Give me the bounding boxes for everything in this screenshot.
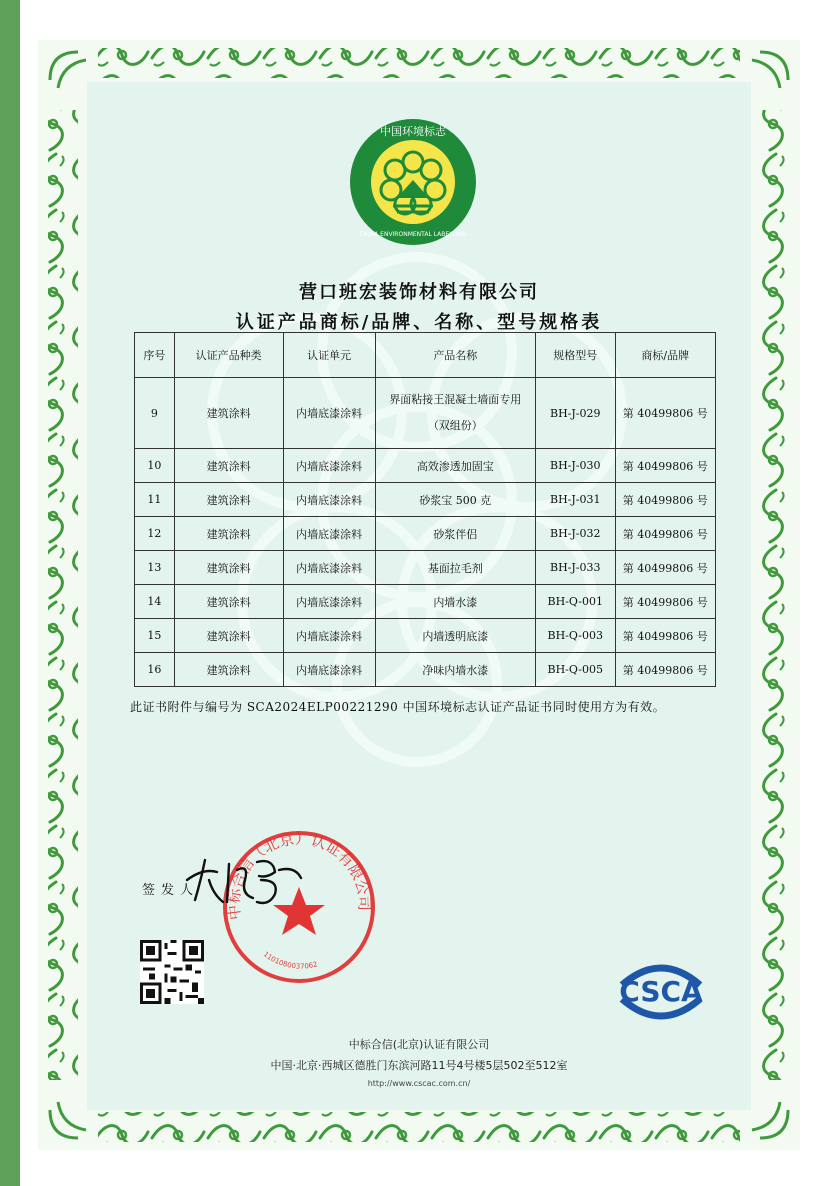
logo-en-text: CHINA ENVIRONMENTAL LABELLING xyxy=(359,231,467,238)
seal-number: 1101080037062 xyxy=(261,950,319,971)
cell-no: 14 xyxy=(135,585,175,619)
cell-category: 建筑涂料 xyxy=(174,551,283,585)
seal-text: 中标合信（北京）认证有限公司 xyxy=(224,829,374,921)
cell-product-name: 砂浆宝 500 克 xyxy=(375,483,535,517)
footer-address: 中国·北京·西城区德胜门东滨河路11号4号楼5层502至512室 xyxy=(270,1059,568,1072)
cell-no: 13 xyxy=(135,551,175,585)
table-row xyxy=(135,585,716,619)
cell-product-name: 内墙水漆 xyxy=(375,585,535,619)
cell-model: BH-Q-003 xyxy=(535,619,615,653)
cell-unit: 内墙底漆涂料 xyxy=(283,585,375,619)
product-spec-table xyxy=(134,332,716,687)
signer-label: 签发人 xyxy=(142,883,200,898)
handwritten-signature xyxy=(183,850,313,910)
cell-model: BH-J-029 xyxy=(535,378,615,449)
cell-product-name: 内墙透明底漆 xyxy=(375,619,535,653)
cell-brand: 第 40499806 号 xyxy=(615,653,715,687)
document-title: 认证产品商标/品牌、名称、型号规格表 xyxy=(235,312,603,333)
cell-no: 9 xyxy=(135,378,175,449)
cell-model: BH-J-031 xyxy=(535,483,615,517)
cell-model: BH-Q-005 xyxy=(535,653,615,687)
col-header-category: 认证产品种类 xyxy=(174,333,283,378)
table-row xyxy=(135,378,716,449)
table-row xyxy=(135,449,716,483)
cell-product-name: 砂浆伴侣 xyxy=(375,517,535,551)
cell-no: 15 xyxy=(135,619,175,653)
cell-category: 建筑涂料 xyxy=(174,378,283,449)
qr-code xyxy=(140,940,204,1004)
cell-brand: 第 40499806 号 xyxy=(615,619,715,653)
table-row xyxy=(135,619,716,653)
product-name-line1: 界面粘接王混凝土墙面专用 xyxy=(389,393,522,406)
footer-org: 中标合信(北京)认证有限公司 xyxy=(348,1038,490,1051)
cell-no: 11 xyxy=(135,483,175,517)
table-row xyxy=(135,517,716,551)
cell-category: 建筑涂料 xyxy=(174,585,283,619)
cell-unit: 内墙底漆涂料 xyxy=(283,551,375,585)
cell-unit: 内墙底漆涂料 xyxy=(283,483,375,517)
col-header-unit: 认证单元 xyxy=(283,333,375,378)
cell-category: 建筑涂料 xyxy=(174,619,283,653)
cell-no: 10 xyxy=(135,449,175,483)
background-strip xyxy=(0,0,20,1186)
cell-model: BH-Q-001 xyxy=(535,585,615,619)
cell-brand: 第 40499806 号 xyxy=(615,483,715,517)
logo-cn-text: 中国环境标志 xyxy=(380,125,446,138)
col-header-model: 规格型号 xyxy=(535,333,615,378)
company-name: 营口班宏装饰材料有限公司 xyxy=(299,282,539,303)
cell-brand: 第 40499806 号 xyxy=(615,378,715,449)
csca-logo-text: CSCA xyxy=(619,975,703,1008)
cell-product-name: 净味内墙水漆 xyxy=(375,653,535,687)
table-row xyxy=(135,483,716,517)
product-name-line2: （双组份） xyxy=(427,419,483,432)
table-row xyxy=(135,551,716,585)
cell-category: 建筑涂料 xyxy=(174,449,283,483)
cell-model: BH-J-030 xyxy=(535,449,615,483)
cell-brand: 第 40499806 号 xyxy=(615,517,715,551)
csca-logo xyxy=(612,955,710,1027)
cell-product-name xyxy=(375,378,535,449)
cell-unit: 内墙底漆涂料 xyxy=(283,653,375,687)
cell-unit: 内墙底漆涂料 xyxy=(283,619,375,653)
cell-product-name: 基面拉毛剂 xyxy=(375,551,535,585)
cell-unit: 内墙底漆涂料 xyxy=(283,449,375,483)
cell-model: BH-J-033 xyxy=(535,551,615,585)
table-row xyxy=(135,653,716,687)
cell-category: 建筑涂料 xyxy=(174,517,283,551)
table-header-row xyxy=(135,333,716,378)
content-panel xyxy=(87,82,751,1110)
china-environmental-labelling-logo xyxy=(349,118,477,246)
cell-category: 建筑涂料 xyxy=(174,483,283,517)
cell-product-name: 高效渗透加固宝 xyxy=(375,449,535,483)
cell-category: 建筑涂料 xyxy=(174,653,283,687)
cell-unit: 内墙底漆涂料 xyxy=(283,378,375,449)
cell-no: 16 xyxy=(135,653,175,687)
cell-model: BH-J-032 xyxy=(535,517,615,551)
cell-brand: 第 40499806 号 xyxy=(615,585,715,619)
validity-note: 此证书附件与编号为 SCA2024ELP00221290 中国环境标志认证产品证书同时使用方为有效。 xyxy=(130,700,666,714)
col-header-brand: 商标/品牌 xyxy=(615,333,715,378)
cell-brand: 第 40499806 号 xyxy=(615,551,715,585)
cell-brand: 第 40499806 号 xyxy=(615,449,715,483)
footer-url[interactable]: http://www.cscac.com.cn/ xyxy=(367,1079,471,1088)
cell-no: 12 xyxy=(135,517,175,551)
col-header-no: 序号 xyxy=(135,333,175,378)
col-header-product-name: 产品名称 xyxy=(375,333,535,378)
cell-unit: 内墙底漆涂料 xyxy=(283,517,375,551)
